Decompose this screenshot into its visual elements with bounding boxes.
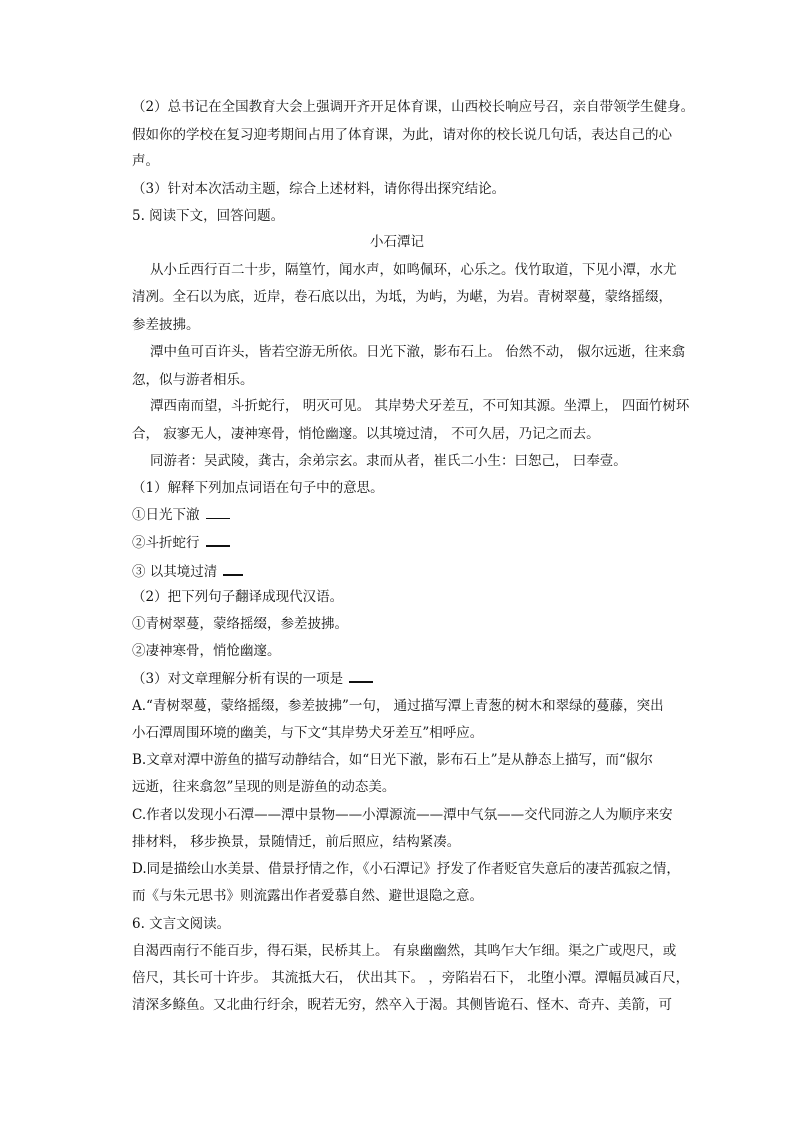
passage-para-1-line-2: 清冽。全石以为底，近岸，卷石底以出，为坻，为屿，为嵁，为岩。青树翠蔓，蒙络摇缀，: [132, 289, 672, 305]
answer-blank: [349, 673, 373, 683]
question-6-passage-line-3: 清深多鲦鱼。又北曲行纡余，睨若无穷，然卒入于渴。其侧皆诡石、怪木、奇卉、美箭，可: [132, 997, 672, 1013]
question-4-2-line-1: （2）总书记在全国教育大会上强调开齐开足体育课，山西校长响应号召，亲自带领学生健身。: [132, 99, 695, 115]
item-text: ③ 以其境过清: [132, 564, 218, 580]
passage-title: 小石潭记: [370, 234, 424, 250]
passage-para-2-line-1: 潭中鱼可百许头，皆若空游无所依。日光下澈，影布石上。 佁然不动， 俶尔远逝，往来翕: [150, 344, 686, 360]
option-d-line-1: D.同是描绘山水美景、借景抒情之作，《小石潭记》抒发了作者贬官失意后的凄苦孤寂之情，: [132, 861, 680, 877]
question-5-2-item-1: ①青树翠蔓，蒙络摇缀，参差披拂。: [132, 616, 348, 632]
question-4-2-line-3: 声。: [132, 153, 159, 169]
question-5-1-item-2: [132, 534, 230, 552]
option-b-line-1: B.文章对潭中游鱼的描写动静结合，如“日光下澈，影布石上”是从静态上描写，而“俶尔: [132, 752, 653, 768]
passage-para-1-line-3: 参差披拂。: [132, 317, 200, 333]
question-6-heading: 6. 文言文阅读。: [132, 916, 231, 932]
question-5-1-item-3: [132, 561, 243, 581]
answer-blank: [206, 506, 230, 519]
question-4-3: （3）针对本次活动主题，综合上述材料，请你得出探究结论。: [132, 181, 506, 197]
question-5-1: （1）解释下列加点词语在句子中的意思。: [132, 480, 384, 496]
question-5-heading: 5. 阅读下文，回答问题。: [132, 208, 285, 224]
option-b-line-2: 远逝，往来翕忽”呈现的则是游鱼的动态美。: [132, 779, 396, 795]
item-text: （3）对文章理解分析有误的一项是: [132, 671, 344, 687]
passage-para-1-line-1: 从小丘西行百二十步，隔篁竹，闻水声，如鸣佩环，心乐之。伐竹取道，下见小潭，水尤: [150, 262, 677, 278]
question-6-passage-line-2: 倍尺，其长可十许步。 其流抵大石， 伏出其下。 ，旁陷岩石下， 北堕小潭。潭幅员减百尺，: [132, 970, 690, 986]
option-a-line-2: 小石潭周围环境的幽美，与下文“其岸势犬牙差互”相呼应。: [132, 725, 484, 741]
item-text: ②斗折蛇行: [132, 535, 200, 551]
answer-blank: [206, 537, 230, 547]
question-5-1-item-1: [132, 506, 230, 524]
passage-para-2-line-2: 忽，似与游者相乐。: [132, 372, 254, 388]
option-a-line-1: A.“青树翠蔓，蒙络摇缀，参差披拂”一句， 通过描写潭上青葱的树木和翠绿的蔓藤，突出: [132, 698, 664, 714]
answer-blank: [223, 561, 243, 576]
question-4-2-line-2: 假如你的学校在复习迎考期间占用了体育课，为此，请对你的校长说几句话，表达自己的心: [132, 127, 672, 143]
option-c-line-2: 排材料， 移步换景，景随情迁，前后照应，结构紧凑。: [132, 834, 461, 850]
question-5-2: （2）把下列句子翻译成现代汉语。: [132, 589, 344, 605]
option-c-line-1: C.作者以发现小石潭——潭中景物——小潭源流——潭中气氛——交代同游之人为顺序来安: [132, 807, 673, 823]
passage-para-4: 同游者：吴武陵，龚古，余弟宗玄。隶而从者，崔氏二小生：曰恕己， 曰奉壹。: [150, 453, 627, 469]
question-6-passage-line-1: 自渴西南行不能百步，得石渠，民桥其上。 有泉幽幽然，其鸣乍大乍细。渠之广或咫尺，或: [132, 943, 677, 959]
passage-para-3-line-1: 潭西南而望，斗折蛇行， 明灭可见。 其岸势犬牙差互，不可知其源。坐潭上， 四面竹树环: [150, 398, 690, 414]
question-5-2-item-2: ②凄神寒骨，悄怆幽邃。: [132, 643, 281, 659]
option-d-line-2: 而《与朱元思书》则流露出作者爱慕自然、避世退隐之意。: [132, 888, 483, 904]
item-text: ①日光下澈: [132, 507, 200, 523]
question-5-3: [132, 670, 373, 688]
passage-para-3-line-2: 合， 寂寥无人，凄神寒骨，悄怆幽邃。以其境过清， 不可久居，乃记之而去。: [132, 426, 600, 442]
